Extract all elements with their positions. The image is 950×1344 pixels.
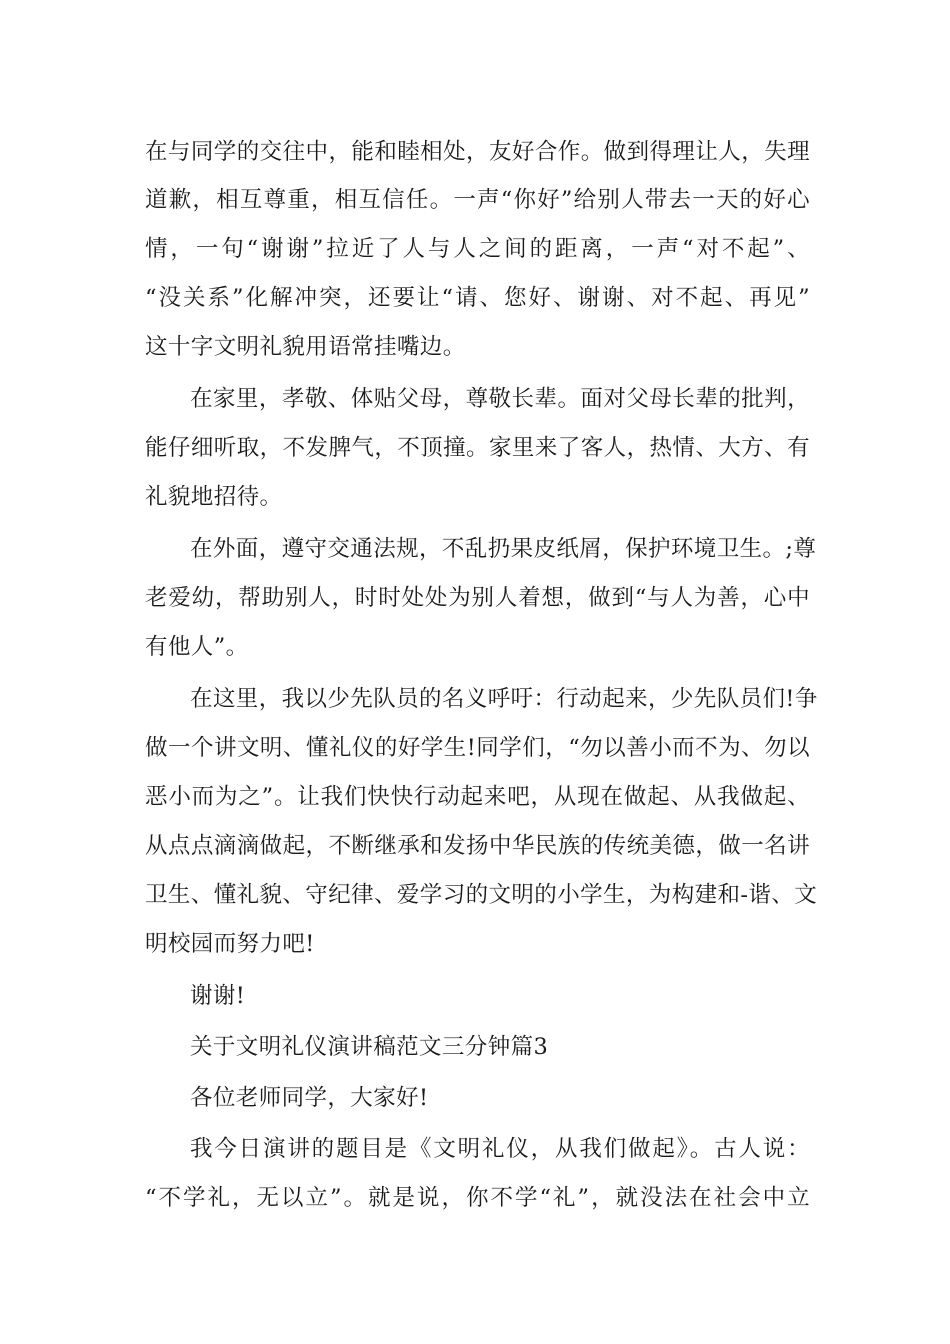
text-line: 这十字文明礼貌用语常挂嘴边。	[145, 334, 466, 360]
text-line: 在家里，孝敬、体贴父母，尊敬长辈。面对父母长辈的批判，	[190, 386, 810, 412]
text-line: 老爱幼，帮助别人，时时处处为别人着想，做到“与人为善，心中	[145, 585, 810, 611]
text-line: 礼貌地招待。	[145, 484, 283, 510]
text-line: 谢谢!	[190, 983, 246, 1009]
text-line: “没关系”化解冲突，还要让“请、您好、谢谢、对不起、再见”	[145, 285, 810, 311]
text-line: 道歉，相互尊重，相互信任。一声“你好”给别人带去一天的好心	[145, 187, 810, 213]
text-line: 有他人”。	[145, 634, 249, 660]
text-line: 情，一句“谢谢”拉近了人与人之间的距离，一声“对不起”、	[145, 236, 810, 262]
text-line: “不学礼，无以立”。就是说，你不学“礼”，就没法在社会中立	[145, 1185, 810, 1211]
text-line: 能仔细听取，不发脾气，不顶撞。家里来了客人，热情、大方、有	[145, 435, 810, 461]
text-line: 我今日演讲的题目是《文明礼仪，从我们做起》。古人说：	[190, 1136, 810, 1162]
text-line: 在这里，我以少先队员的名义呼吁：行动起来，少先队员们!争	[190, 686, 818, 712]
text-line: 做一个讲文明、懂礼仪的好学生!同学们，“勿以善小而不为、勿以	[145, 735, 810, 761]
text-line: 在与同学的交往中，能和睦相处，友好合作。做到得理让人，失理	[145, 139, 810, 165]
text-line: 各位老师同学，大家好!	[190, 1085, 429, 1111]
text-line: 在外面，遵守交通法规，不乱扔果皮纸屑，保护环境卫生。;尊	[190, 536, 817, 562]
text-line: 明校园而努力吧!	[145, 931, 315, 957]
text-line: 卫生、懂礼貌、守纪律、爱学习的文明的小学生，为构建和-谐、文	[145, 882, 818, 908]
section-heading: 关于文明礼仪演讲稿范文三分钟篇3	[190, 1034, 549, 1060]
text-line: 从点点滴滴做起，不断继承和发扬中华民族的传统美德，做一名讲	[145, 833, 810, 859]
text-line: 恶小而为之”。让我们快快行动起来吧，从现在做起、从我做起、	[145, 784, 810, 810]
